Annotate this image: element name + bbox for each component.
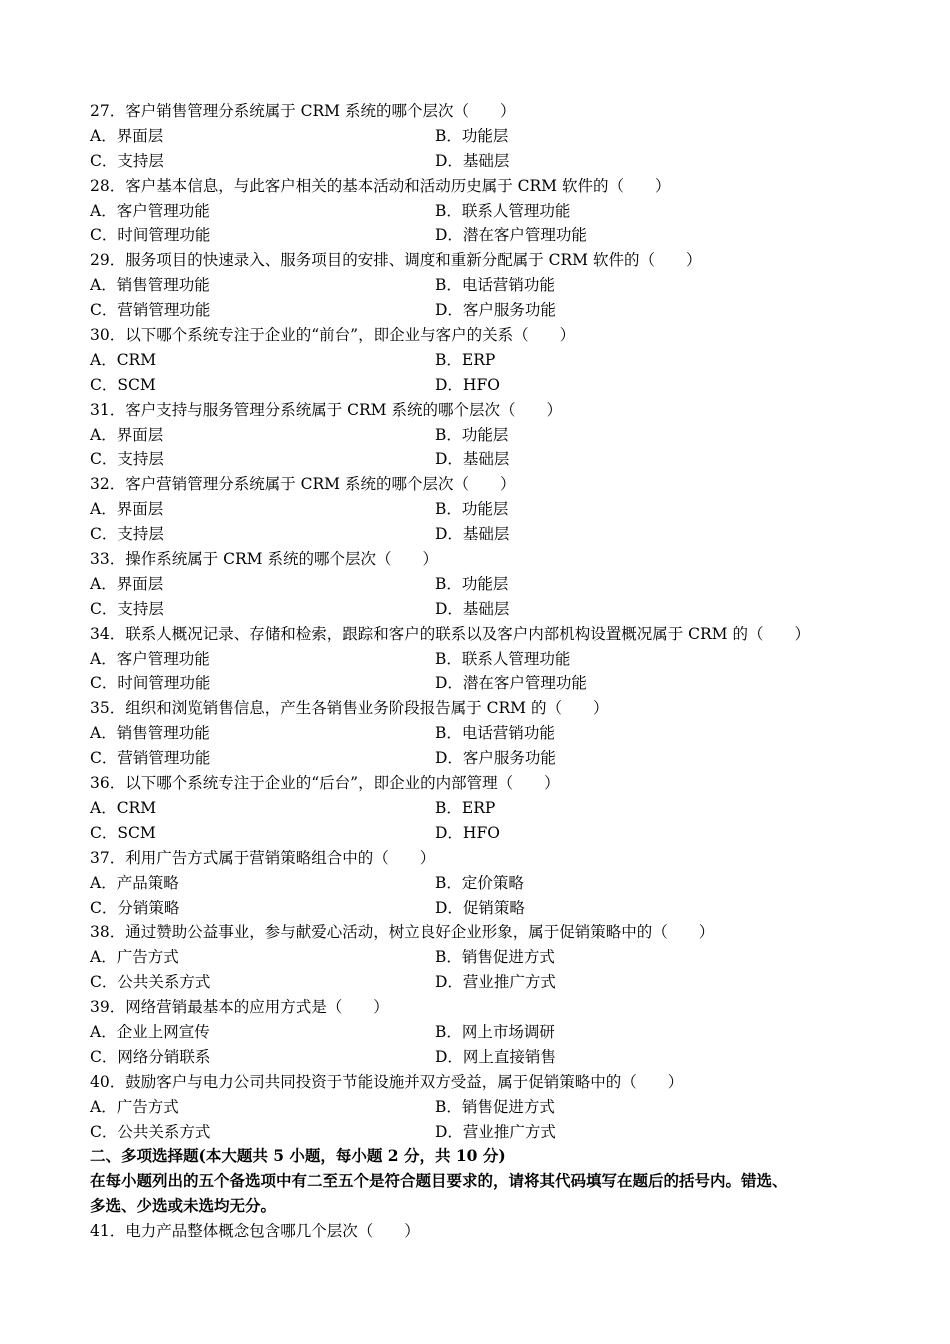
option-d: D．营业推广方式: [435, 1122, 556, 1141]
option-b: B．网上市场调研: [435, 1022, 555, 1041]
option-b: B．功能层: [435, 574, 509, 593]
option-row: [90, 671, 860, 696]
option-row: [90, 149, 860, 174]
question-stem: 31．客户支持与服务管理分系统属于 CRM 系统的哪个层次（ ）: [90, 400, 562, 419]
question-stem: 27．客户销售管理分系统属于 CRM 系统的哪个层次（ ）: [90, 102, 516, 120]
option-d: D．基础层: [435, 525, 510, 544]
option-c: C．公共关系方式: [90, 973, 211, 992]
option-a: A．CRM: [90, 350, 157, 369]
option-d: D．促销策略: [435, 898, 525, 917]
question-stem: 29．服务项目的快速录入、服务项目的安排、调度和重新分配属于 CRM 软件的（ ）: [90, 251, 702, 270]
option-d: D．网上直接销售: [435, 1047, 556, 1066]
option-b: B．电话营销功能: [435, 276, 555, 295]
option-b: B．销售促进方式: [435, 1097, 555, 1116]
option-row: [90, 945, 860, 970]
option-b: B．定价策略: [435, 873, 524, 892]
option-row: [90, 423, 860, 448]
option-row: [90, 348, 860, 373]
option-a: A．界面层: [90, 425, 164, 444]
option-row: [90, 298, 860, 323]
question-stem: 41．电力产品整体概念包含哪几个层次（ ）: [90, 1222, 420, 1241]
option-c: C．支持层: [90, 525, 164, 544]
option-row: [90, 871, 860, 896]
question-stem: 33．操作系统属于 CRM 系统的哪个层次（ ）: [90, 550, 438, 569]
section-title: 二、多项选择题(本大题共 5 小题，每小题 2 分，共 10 分): [90, 1146, 506, 1166]
option-row: [90, 647, 860, 672]
option-a: A．产品策略: [90, 873, 179, 892]
option-row: [90, 223, 860, 248]
option-row: [90, 124, 860, 149]
option-a: A．销售管理功能: [90, 276, 210, 295]
option-c: C．支持层: [90, 151, 164, 170]
option-a: A．企业上网宣传: [90, 1022, 210, 1041]
option-c: C．营销管理功能: [90, 749, 211, 768]
option-b: B．联系人管理功能: [435, 649, 571, 668]
option-d: D．基础层: [435, 599, 510, 618]
option-c: C．支持层: [90, 450, 164, 469]
option-b: B．电话营销功能: [435, 724, 555, 743]
option-row: [90, 273, 860, 298]
option-a: A．销售管理功能: [90, 724, 210, 743]
option-d: D．客户服务功能: [435, 749, 556, 768]
option-row: [90, 796, 860, 821]
option-c: C．支持层: [90, 599, 164, 618]
question-stem: 30．以下哪个系统专注于企业的“前台”，即企业与客户的关系（ ）: [90, 326, 576, 345]
option-row: [90, 896, 860, 921]
question-stem: 40．鼓励客户与电力公司共同投资于节能设施并双方受益，属于促销策略中的（ ）: [90, 1072, 684, 1091]
option-b: B．销售促进方式: [435, 948, 555, 967]
question-stem: 28．客户基本信息，与此客户相关的基本活动和活动历史属于 CRM 软件的（ ）: [90, 176, 671, 195]
option-row: [90, 970, 860, 995]
option-row: [90, 199, 860, 224]
option-b: B．功能层: [435, 126, 509, 145]
option-row: [90, 497, 860, 522]
option-a: A．客户管理功能: [90, 649, 210, 668]
option-d: D．潜在客户管理功能: [435, 674, 587, 693]
option-c: C．时间管理功能: [90, 226, 211, 245]
option-b: B．联系人管理功能: [435, 201, 571, 220]
question-stem: 36．以下哪个系统专注于企业的“后台”，即企业的内部管理（ ）: [90, 774, 560, 793]
option-a: A．界面层: [90, 126, 164, 145]
option-row: [90, 721, 860, 746]
option-b: B．功能层: [435, 500, 509, 519]
section-instruction: 多选、少选或未选均无分。: [90, 1196, 277, 1216]
option-d: D．营业推广方式: [435, 973, 556, 992]
option-d: D．基础层: [435, 151, 510, 170]
question-stem: 39．网络营销最基本的应用方式是（ ）: [90, 998, 389, 1017]
question-list: [90, 99, 860, 1244]
option-d: D．HFO: [435, 823, 500, 842]
option-a: A．广告方式: [90, 948, 179, 967]
option-row: [90, 746, 860, 771]
option-d: D．基础层: [435, 450, 510, 469]
option-row: [90, 597, 860, 622]
option-row: [90, 1120, 860, 1145]
option-c: C．分销策略: [90, 898, 180, 917]
option-c: C．公共关系方式: [90, 1122, 211, 1141]
option-row: [90, 572, 860, 597]
option-row: [90, 821, 860, 846]
option-b: B．功能层: [435, 425, 509, 444]
option-a: A．广告方式: [90, 1097, 179, 1116]
option-c: C．SCM: [90, 823, 156, 842]
option-a: A．CRM: [90, 798, 157, 817]
option-row: [90, 1020, 860, 1045]
option-row: [90, 373, 860, 398]
option-row: [90, 1095, 860, 1120]
option-row: [90, 522, 860, 547]
option-c: C．营销管理功能: [90, 301, 211, 320]
option-row: [90, 1045, 860, 1070]
question-stem: 37．利用广告方式属于营销策略组合中的（ ）: [90, 848, 436, 867]
option-c: C．时间管理功能: [90, 674, 211, 693]
question-stem: 34．联系人概况记录、存储和检索，跟踪和客户的联系以及客户内部机构设置概况属于 CRM 的（ ）: [90, 624, 810, 643]
option-a: A．界面层: [90, 574, 164, 593]
option-c: C．网络分销联系: [90, 1047, 211, 1066]
option-a: A．界面层: [90, 500, 164, 519]
option-c: C．SCM: [90, 375, 156, 394]
section-instruction: 在每小题列出的五个备选项中有二至五个是符合题目要求的，请将其代码填写在题后的括号内。错选、: [90, 1171, 788, 1191]
question-stem: 32．客户营销管理分系统属于 CRM 系统的哪个层次（ ）: [90, 475, 516, 494]
question-stem: 38．通过赞助公益事业，参与献爱心活动，树立良好企业形象，属于促销策略中的（ ）: [90, 923, 715, 942]
question-stem: 35．组织和浏览销售信息，产生各销售业务阶段报告属于 CRM 的（ ）: [90, 699, 609, 718]
option-d: D．客户服务功能: [435, 301, 556, 320]
option-row: [90, 447, 860, 472]
option-b: B．ERP: [435, 798, 496, 817]
option-d: D．潜在客户管理功能: [435, 226, 587, 245]
option-b: B．ERP: [435, 350, 496, 369]
option-d: D．HFO: [435, 375, 500, 394]
option-a: A．客户管理功能: [90, 201, 210, 220]
